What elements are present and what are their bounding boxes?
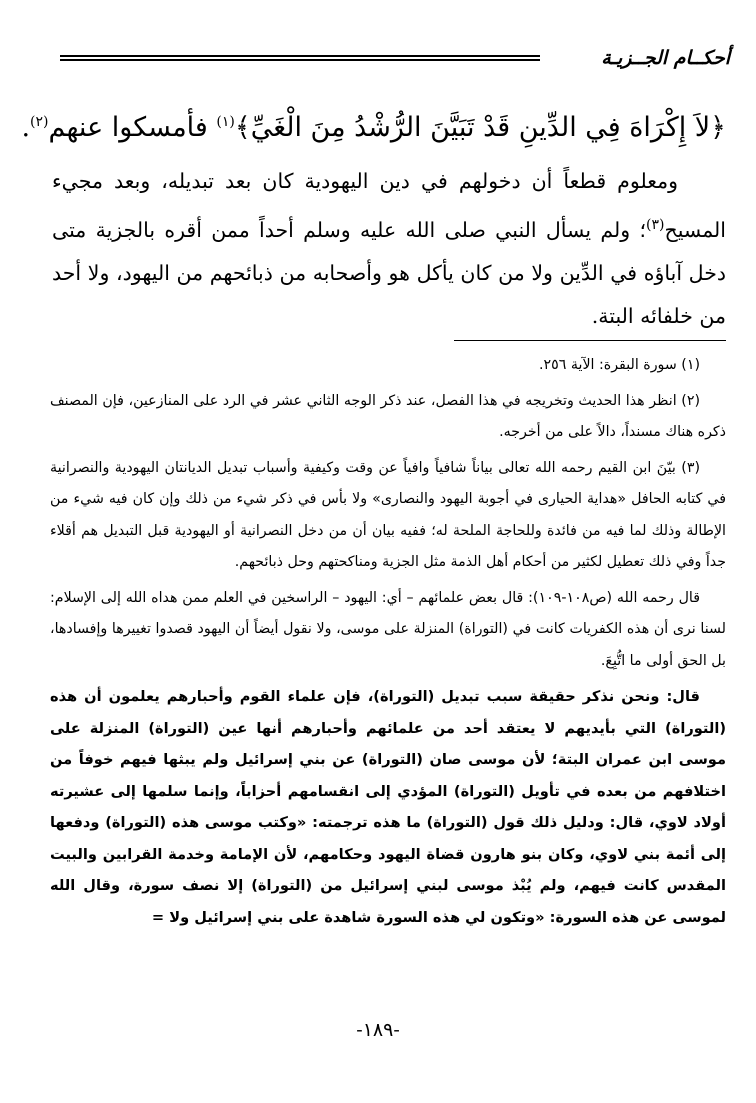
footnote-1: (١) سورة البقرة: الآية ٢٥٦. bbox=[539, 357, 700, 373]
header-double-rule bbox=[60, 55, 540, 61]
verse-tail-text: فأمسكوا عنهم bbox=[48, 112, 217, 143]
footnote-3: (٣) بيّنَ ابن القيم رحمه الله تعالى بياناً شافياً وافياً عن وقت وكيفية وأسباب تبديل الديانتان اليهودية والنصرانية في كتابه الحافل «هداية الحيارى في أجوبة اليهود والنصارى» ولا بأس في ذكر شيء من ذلك وإن كان فيه شيء من الإطالة وذلك لما فيه من فائدة وللحاجة الملحة له؛ ففيه بيان أن من دخل النصرانية أو اليهودية قبل التبديل هم أقلاء جداً وفي ذلك تعطيل لكثير من أحكام أهل الذمة مثل الجزية ومناكحتهم وحل ذبائحهم. bbox=[50, 459, 726, 570]
main-text bbox=[21, 90, 726, 339]
quran-verse: ﴿لاَ إِكْرَاهَ فِي الدِّينِ قَدْ تَبَيَّنَ الرُّشْدُ مِنَ الْغَيِّ﴾ bbox=[234, 112, 726, 143]
running-header-title: أحكــام الجــزيـة bbox=[601, 47, 730, 69]
footnotes bbox=[50, 350, 726, 933]
main-paragraph bbox=[52, 160, 726, 339]
footnote-3-quote-1: قال رحمه الله (ص١٠٨-١٠٩): قال بعض علمائهم – أي: اليهود – الراسخين في العلم ممن هداه الله إلى الإسلام: لسنا نرى أن هذه الكفريات كانت في (التوراة) المنزلة على موسى، ولا نقول أيضاً أن اليهود قصدوا تغييرها وإفسادها، بل الحق أولى ما اتُّبِعَ. bbox=[50, 589, 726, 669]
quran-verse-line: ﴿لاَ إِكْرَاهَ فِي الدِّينِ قَدْ تَبَيَّنَ الرُّشْدُ مِنَ الْغَيِّ﴾$^{(١)}$ فأمسكوا عنهم$^{(٢)}$. bbox=[21, 112, 726, 143]
footnote-separator bbox=[454, 340, 726, 341]
footnote-3-quote-2: قال: ونحن نذكر حقيقة سبب تبديل (التوراة)، فإن علماء القوم وأحبارهم يعلمون أن هذه (التوراة) التي بأيديهم لا يعتقد أحد من علمائهم وأحبارهم أنها عين (التوراة) المنزلة على موسى ابن عمران البتة؛ لأن موسى صان (التوراة) عن بني إسرائيل ولم يبثها فيهم خوفاً من اختلافهم من بعده في تأويل (التوراة) المؤدي إلى انقسامهم أحزاباً، وإنما سلمها إلى عشيرته أولاد لاوي، قال: ودليل ذلك قول (التوراة) ما هذه ترجمته: «وكتب موسى هذه (التوراة) ودفعها إلى أئمة بني لاوي، وكان بنو هارون قضاة اليهود وحكامهم، لأن الإمامة وخدمة القرابين والبيت المقدس كانت فيهم، ولم يُبْذ موسى لبني إسرائيل من (التوراة) إلا نصف سورة، وقال الله لموسى عن هذه السورة: «وتكون لي هذه السورة شاهدة على بني إسرائيل ولا = bbox=[50, 688, 726, 926]
main-paragraph-text-2: ؛ ولم يسأل النبي صلى الله عليه وسلم أحداً ممن أقره بالجزية متى دخل آباؤه في الدِّين ولا من كان يأكل هو وأصحابه من ذبائحهم من اليهود، ولا أحد من خلفائه البتة. bbox=[52, 217, 726, 329]
footnote-ref-1: (١) bbox=[216, 114, 235, 130]
main-paragraph-text-1: ومعلوم قطعاً أن دخولهم في دين اليهودية كان بعد تبديله، وبعد مجيء المسيح bbox=[52, 169, 726, 242]
footnote-2: (٢) انظر هذا الحديث وتخريجه في هذا الفصل، عند ذكر الوجه الثاني عشر في الرد على المنازعين، فإن المصنف ذكره هناك مسنداً، دالاً على من أخرجه. bbox=[50, 392, 726, 440]
footnote-ref-3: (٣) bbox=[646, 216, 665, 233]
running-header bbox=[60, 44, 730, 78]
page-number: -١٨٩- bbox=[356, 1019, 400, 1041]
footnote-ref-2: (٢) bbox=[30, 114, 49, 130]
